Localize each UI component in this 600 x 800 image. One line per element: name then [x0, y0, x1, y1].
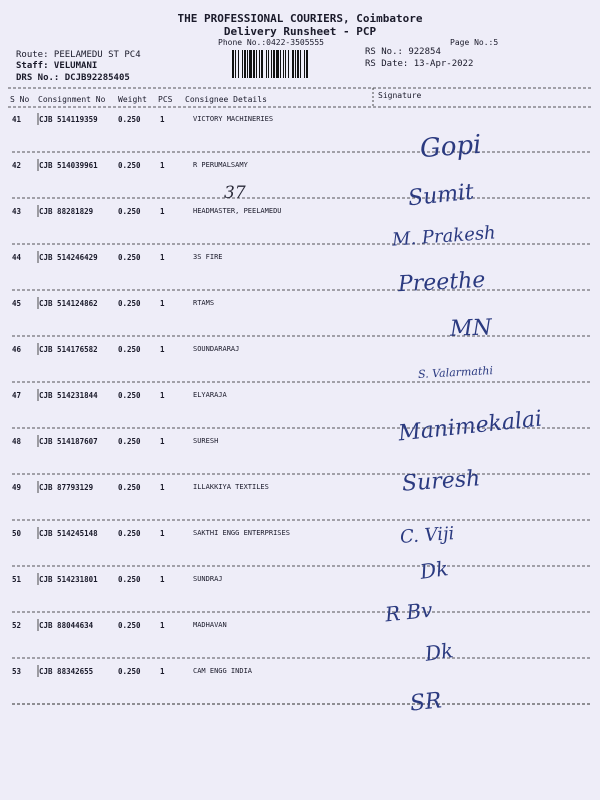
row-pcs: 1 [160, 437, 165, 446]
row-consignment: CJB 514231844 [39, 391, 98, 400]
row-consignee: MADHAVAN [193, 621, 227, 629]
row-pcs: 1 [160, 345, 165, 354]
row-consignment: CJB 514246429 [39, 253, 98, 262]
row-sno: 44 [12, 253, 22, 262]
row-weight: 0.250 [118, 345, 141, 354]
row-pcs: 1 [160, 667, 165, 676]
row-weight: 0.250 [118, 161, 141, 170]
row-sno: 50 [12, 529, 22, 538]
row-pcs: 1 [160, 483, 165, 492]
row-consignee: ILLAKKIYA TEXTILES [193, 483, 269, 491]
staff-label: Staff: VELUMANI [16, 61, 98, 71]
row-signature: C. Viji [399, 523, 456, 548]
row-sno: 48 [12, 437, 22, 446]
row-signature: Gopi [419, 129, 483, 165]
row-sno: 47 [12, 391, 22, 400]
row-pcs: 1 [160, 161, 165, 170]
row-sno: 46 [12, 345, 22, 354]
row-pcs: 1 [160, 529, 165, 538]
column-header-consignee: Consignee Details [185, 95, 267, 104]
row-consignment: CJB 88044634 [39, 621, 94, 630]
row-consignee: CAM ENGG INDIA [193, 667, 253, 675]
row-sno: 52 [12, 621, 22, 630]
row-pcs: 1 [160, 115, 165, 124]
row-signature: S. Valarmathi [417, 364, 494, 381]
row-signature: Dk [423, 638, 455, 666]
row-pcs: 1 [160, 253, 165, 262]
row-consignment: CJB 514124862 [39, 299, 98, 308]
column-header-signature: Signature [378, 91, 422, 100]
row-consignment: CJB 514187607 [39, 437, 98, 446]
row-pcs: 1 [160, 299, 165, 308]
route-label: Route: PEELAMEDU ST PC4 [16, 50, 141, 60]
row-consignment: CJB 514245148 [39, 529, 98, 538]
page-number: Page No.:5 [450, 38, 499, 47]
handwritten-number [218, 178, 258, 204]
row-sno: 41 [12, 115, 22, 124]
row-consignee: ELYARAJA [193, 391, 227, 399]
row-signature: Sumit [406, 179, 476, 212]
row-weight: 0.250 [118, 207, 141, 216]
row-signature: Manimekalai [397, 406, 544, 447]
row-consignee: SUNDRAJ [193, 575, 223, 583]
row-pcs: 1 [160, 575, 165, 584]
row-consignee: SURESH [193, 437, 219, 445]
column-header-weight: Weight [118, 95, 147, 104]
row-sno: 53 [12, 667, 22, 676]
row-pcs: 1 [160, 621, 165, 630]
row-weight: 0.250 [118, 483, 141, 492]
row-weight: 0.250 [118, 253, 141, 262]
row-consignee: RTAMS [193, 299, 215, 307]
row-consignment: CJB 514119359 [39, 115, 98, 124]
row-sno: 43 [12, 207, 22, 216]
row-weight: 0.250 [118, 621, 141, 630]
row-signature: Preethe [397, 267, 486, 298]
row-weight: 0.250 [118, 391, 141, 400]
row-signature: M. Prakesh [391, 222, 497, 251]
row-consignee: VICTORY MACHINERIES [193, 115, 274, 123]
row-signature: Dk [418, 556, 450, 584]
row-signature: MN [449, 315, 493, 342]
row-consignee: 3S FIRE [193, 253, 223, 261]
row-pcs: 1 [160, 207, 165, 216]
row-sno: 49 [12, 483, 22, 492]
company-name: THE PROFESSIONAL COURIERS, Coimbatore [177, 12, 423, 25]
row-consignment: CJB 514039961 [39, 161, 98, 170]
row-sno: 42 [12, 161, 22, 170]
rs-number: RS No.: 922854 [365, 47, 441, 57]
row-signature: Suresh [401, 466, 482, 497]
row-weight: 0.250 [118, 299, 141, 308]
row-sno: 51 [12, 575, 22, 584]
column-header-sno: S No [10, 95, 30, 104]
column-header-pcs: PCS [158, 95, 173, 104]
row-consignee: SAKTHI ENGG ENTERPRISES [193, 529, 290, 537]
row-weight: 0.250 [118, 115, 141, 124]
row-consignee: R PERUMALSAMY [193, 161, 248, 169]
row-consignment: CJB 514231801 [39, 575, 98, 584]
row-signature: SR [408, 688, 443, 717]
row-consignment: CJB 88342655 [39, 667, 94, 676]
row-consignment: CJB 88281829 [39, 207, 94, 216]
row-consignee: SOUNDARARAJ [193, 345, 240, 353]
rs-date: RS Date: 13-Apr-2022 [365, 59, 474, 69]
row-signature: R Bv [383, 597, 434, 627]
phone-number: Phone No.:0422-3505555 [218, 38, 324, 47]
column-header-consignment: Consignment No [38, 95, 106, 104]
svg-text:37: 37 [224, 183, 246, 203]
row-weight: 0.250 [118, 529, 141, 538]
row-weight: 0.250 [118, 575, 141, 584]
row-consignee: HEADMASTER, PEELAMEDU [193, 207, 282, 215]
row-consignment: CJB 87793129 [39, 483, 94, 492]
document-title: Delivery Runsheet - PCP [223, 25, 377, 38]
row-consignment: CJB 514176582 [39, 345, 98, 354]
row-weight: 0.250 [118, 437, 141, 446]
row-pcs: 1 [160, 391, 165, 400]
drs-number: DRS No.: DCJB92285405 [16, 73, 130, 83]
row-weight: 0.250 [118, 667, 141, 676]
row-sno: 45 [12, 299, 22, 308]
